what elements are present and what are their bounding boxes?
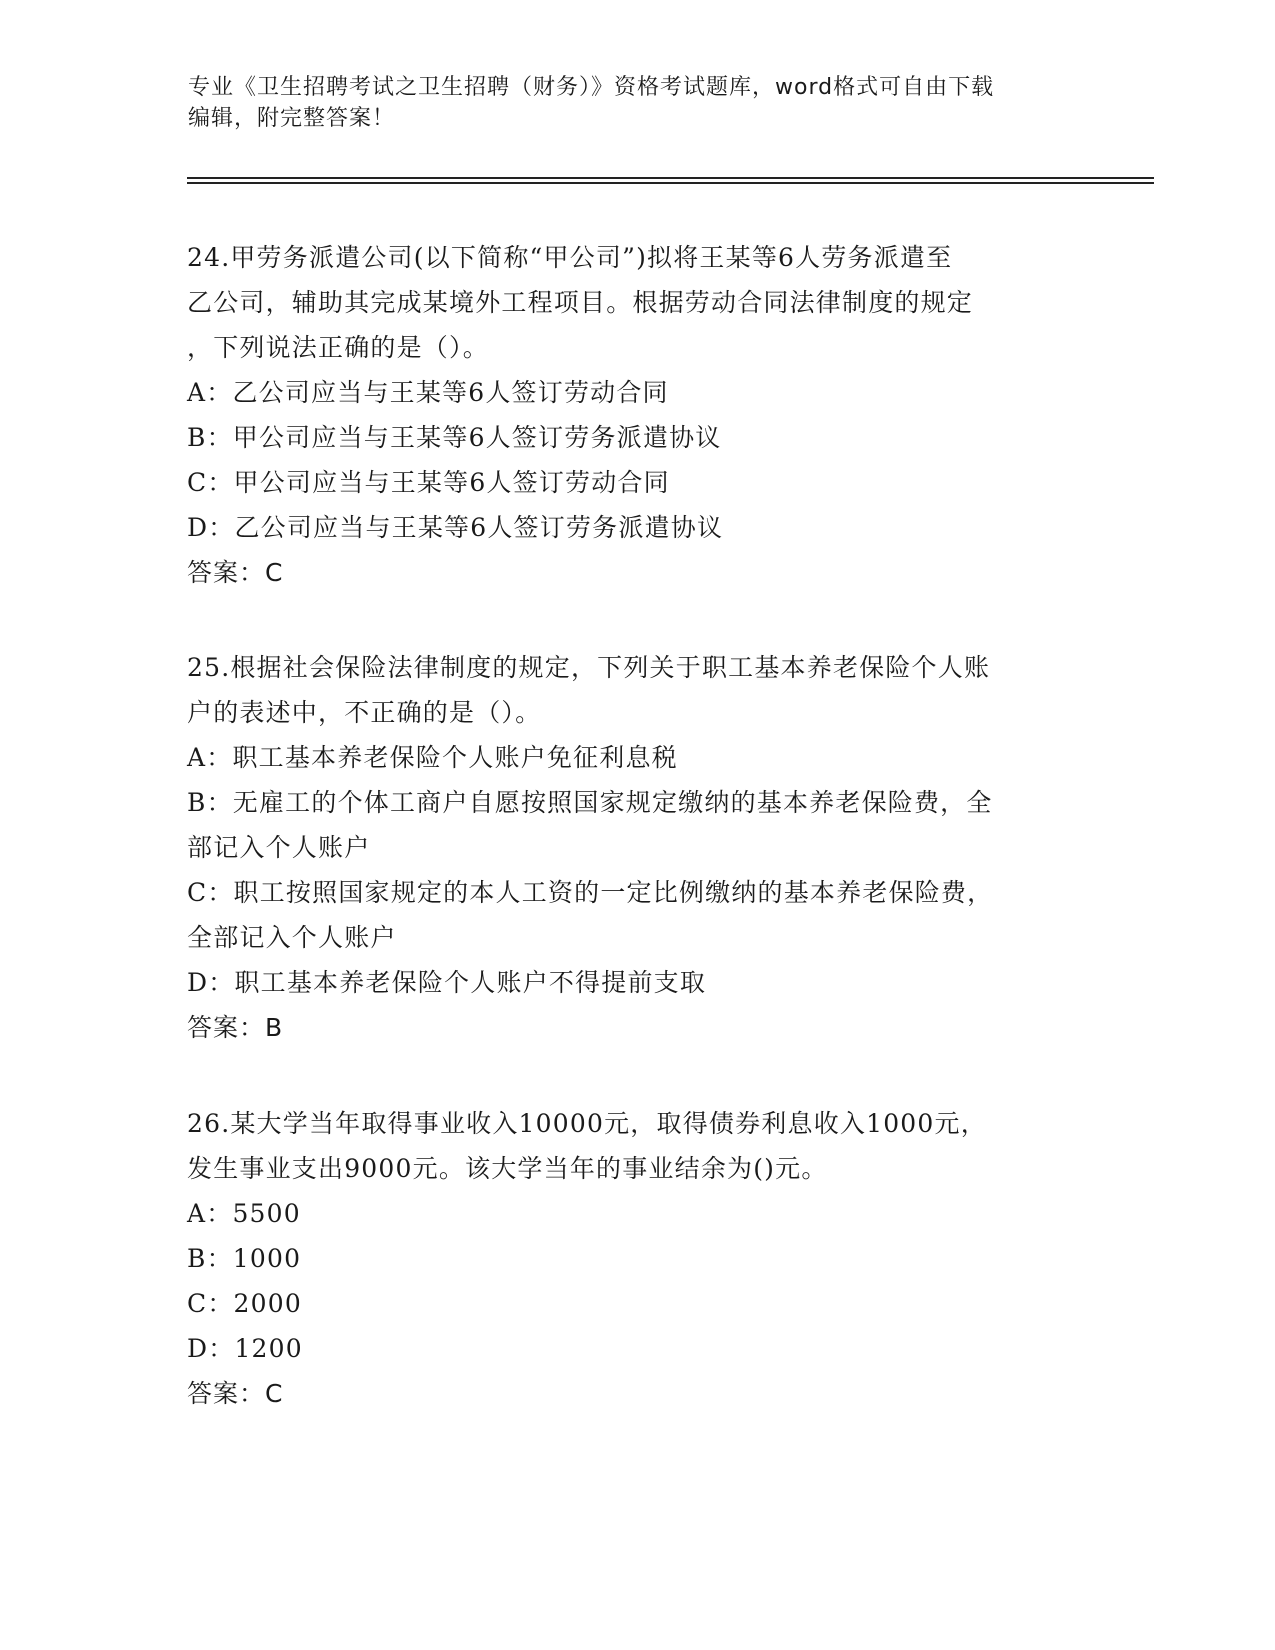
- header-divider-top: [187, 177, 1154, 179]
- option-b: B：无雇工的个体工商户自愿按照国家规定缴纳的基本养老保险费，全: [187, 788, 993, 817]
- option-c: C：2000: [187, 1289, 302, 1318]
- question-stem-line: 发生事业支出9000元。该大学当年的事业结余为()元。: [187, 1154, 828, 1183]
- option-c: C：甲公司应当与王某等6人签订劳动合同: [187, 468, 670, 497]
- answer-label: 答案：B: [187, 1013, 284, 1042]
- option-a: A：职工基本养老保险个人账户免征利息税: [187, 743, 678, 772]
- document-header: [188, 72, 1088, 134]
- option-c-continued: 全部记入个人账户: [187, 923, 397, 952]
- question-stem-line: 26.某大学当年取得事业收入10000元，取得债券利息收入1000元，: [187, 1109, 987, 1138]
- option-b-continued: 部记入个人账户: [187, 833, 371, 862]
- option-c: C：职工按照国家规定的本人工资的一定比例缴纳的基本养老保险费，: [187, 878, 994, 907]
- question-stem-line: 25.根据社会保险法律制度的规定，下列关于职工基本养老保险个人账: [187, 653, 991, 682]
- question-stem-line: ，下列说法正确的是（）。: [187, 333, 489, 362]
- option-a: A：乙公司应当与王某等6人签订劳动合同: [187, 378, 669, 407]
- question-26: [187, 1101, 1087, 1416]
- option-d: D：1200: [187, 1334, 303, 1363]
- question-stem-line: 户的表述中，不正确的是（）。: [187, 698, 542, 727]
- question-24: [187, 235, 1087, 595]
- question-25: [187, 645, 1087, 1050]
- header-line-1: 专业《卫生招聘考试之卫生招聘（财务）》资格考试题库，word格式可自由下载: [188, 75, 995, 100]
- option-a: A：5500: [187, 1199, 301, 1228]
- question-stem-line: 24.甲劳务派遣公司(以下简称“甲公司”)拟将王某等6人劳务派遣至: [187, 243, 953, 272]
- header-divider-bottom: [187, 182, 1154, 184]
- option-d: D：乙公司应当与王某等6人签订劳务派遣协议: [187, 513, 724, 542]
- answer-label: 答案：C: [187, 1379, 284, 1408]
- option-b: B：甲公司应当与王某等6人签订劳务派遣协议: [187, 423, 722, 452]
- header-line-2: 编辑，附完整答案！: [188, 106, 396, 131]
- option-b: B：1000: [187, 1244, 302, 1273]
- question-stem-line: 乙公司，辅助其完成某境外工程项目。根据劳动合同法律制度的规定: [187, 288, 974, 317]
- option-d: D：职工基本养老保险个人账户不得提前支取: [187, 968, 707, 997]
- answer-label: 答案：C: [187, 558, 284, 587]
